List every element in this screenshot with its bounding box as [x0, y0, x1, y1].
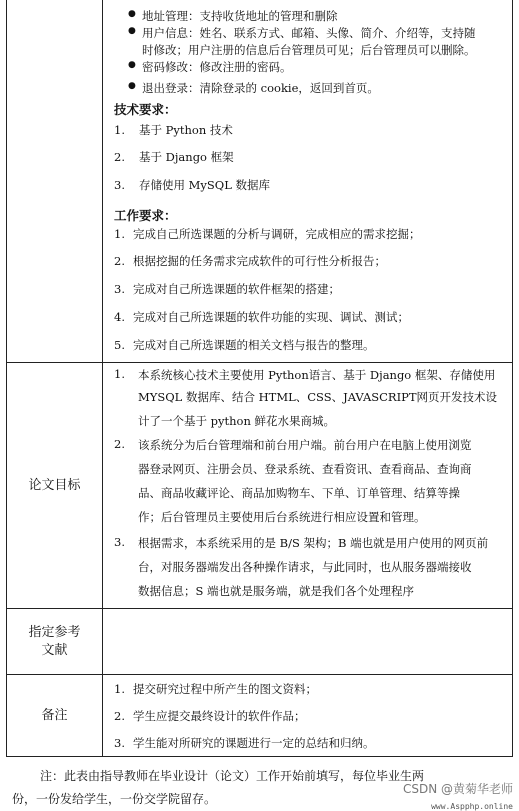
remarks-content: [104, 675, 512, 757]
goal-item-3-line-1: 根据需求，本系统采用的是 B/S 架构；B 端也就是用户使用的网页前: [138, 536, 489, 550]
tech-item-3: [114, 177, 270, 193]
work-item-5-num: 5.: [114, 338, 125, 352]
csdn-watermark: CSDN @黄菊华老师: [402, 782, 513, 796]
remarks-label: 备注: [7, 675, 103, 757]
work-item-4-text: 完成对自己所选课题的软件功能的实现、调试、测试；: [132, 310, 409, 324]
tech-item-1-num: 1.: [114, 123, 125, 137]
goal-item-1-num: 1.: [114, 367, 125, 381]
tech-item-2-text: 基于 Django 框架: [138, 150, 234, 164]
work-item-3: [114, 281, 340, 297]
work-item-5: [114, 337, 374, 353]
bullet-userinfo-text: 用户信息：姓名、联系方式、邮箱、头像、简介、介绍等，支持随: [142, 26, 476, 40]
work-item-4: [114, 309, 409, 325]
bullet-password-text: 密码修改：修改注册的密码。: [142, 60, 292, 74]
remark-item-1: [114, 681, 317, 697]
remark-item-2-text: 学生应提交最终设计的软件作品；: [132, 709, 306, 723]
references-label: [7, 609, 103, 674]
references-content: [104, 609, 512, 674]
bullet-userinfo-cont-text: 时修改；用户注册的信息后台管理员可见；后台管理员可以删除。: [142, 43, 476, 57]
thesis-goal-label: 论文目标: [7, 363, 103, 608]
work-item-2: [114, 253, 386, 269]
goal-item-2-line-2: 器登录网页、注册会员、登录系统、查看资讯、查看商品、查询商: [138, 462, 472, 476]
remark-item-3-num: 3.: [114, 736, 125, 750]
site-watermark: www.Aspphp.online: [431, 802, 513, 811]
requirements-row: [7, 0, 512, 362]
work-item-2-text: 根据挖掘的任务需求完成软件的可行性分析报告；: [132, 254, 386, 268]
bullet-address: [142, 8, 338, 24]
tech-item-2: [114, 149, 234, 165]
goal-item-3-line-3: 数据信息；S 端也就是服务端，就是我们各个处理程序: [138, 584, 415, 598]
work-item-2-num: 2.: [114, 254, 125, 268]
thesis-goal-row: [7, 362, 512, 608]
document-table: [6, 0, 513, 757]
work-item-4-num: 4.: [114, 310, 125, 324]
tech-requirements-heading: 技术要求：: [114, 102, 177, 117]
requirements-content-cell: [104, 0, 512, 362]
goal-item-3-line-2: 台，对服务器端发出各种操作请求，与此同时，也从服务器端接收: [138, 560, 472, 574]
tech-item-1: [114, 122, 233, 138]
footnote-line-1: 注：此表由指导教师在毕业设计（论文）工作开始前填写，每位毕业生两: [40, 769, 425, 783]
bullet-userinfo: [142, 25, 476, 41]
bullet-logout: [142, 80, 379, 96]
remark-item-3-text: 学生能对所研究的课题进行一定的总结和归纳。: [132, 736, 375, 750]
work-item-1-num: 1.: [114, 227, 125, 241]
work-item-1: [114, 226, 420, 242]
tech-item-3-num: 3.: [114, 178, 125, 192]
references-row: [7, 608, 512, 674]
goal-item-2-line-4: 作；后台管理员主要使用后台系统进行相应设置和管理。: [138, 510, 426, 524]
goal-item-2-num: 2.: [114, 437, 125, 451]
references-label-line-1: 指定参考: [28, 624, 81, 640]
goal-item-2-line-1: 该系统分为后台管理端和前台用户端。前台用户在电脑上使用浏览: [138, 438, 472, 452]
bullet-logout-text: 退出登录：清除登录的 cookie，返回到首页。: [142, 81, 379, 95]
goal-item-2-line-3: 品、商品收藏评论、商品加购物车、下单、订单管理、结算等操: [138, 486, 460, 500]
bullet-address-text: 地址管理：支持收货地址的管理和删除: [142, 9, 338, 23]
goal-item-1-line-1: 本系统核心技术主要使用 Python语言、基于 Django 框架、存储使用: [138, 368, 496, 382]
tech-item-1-text: 基于 Python 技术: [138, 123, 233, 137]
goal-item-1-line-3: 计了一个基于 python 鲜花水果商城。: [138, 414, 336, 428]
footnote-line-2: 份，一份发给学生，一份交学院留存。: [12, 792, 217, 806]
work-item-3-text: 完成对自己所选课题的软件框架的搭建；: [132, 282, 340, 296]
goal-item-3-num: 3.: [114, 535, 125, 549]
remark-item-2: [114, 708, 305, 724]
tech-item-3-text: 存储使用 MySQL 数据库: [138, 178, 271, 192]
references-label-line-2: 文献: [41, 642, 68, 658]
tech-item-2-num: 2.: [114, 150, 125, 164]
remark-item-1-text: 提交研究过程中所产生的图文资料；: [132, 682, 317, 696]
remarks-row: [7, 674, 512, 757]
bullet-userinfo-cont: [142, 42, 476, 58]
work-item-1-text: 完成自己所选课题的分析与调研，完成相应的需求挖掘；: [132, 227, 421, 241]
work-item-5-text: 完成对自己所选课题的相关文档与报告的整理。: [132, 338, 375, 352]
thesis-goal-content: [104, 363, 512, 608]
work-item-3-num: 3.: [114, 282, 125, 296]
remark-item-2-num: 2.: [114, 709, 125, 723]
goal-item-1-line-2: MYSQL 数据库、结合 HTML、CSS、JAVASCRIPT网页开发技术设: [138, 390, 498, 404]
remark-item-1-num: 1.: [114, 682, 125, 696]
requirements-label-cell: [7, 0, 103, 362]
remark-item-3: [114, 735, 374, 751]
work-requirements-heading: 工作要求：: [114, 208, 177, 223]
bullet-password: [142, 59, 292, 75]
